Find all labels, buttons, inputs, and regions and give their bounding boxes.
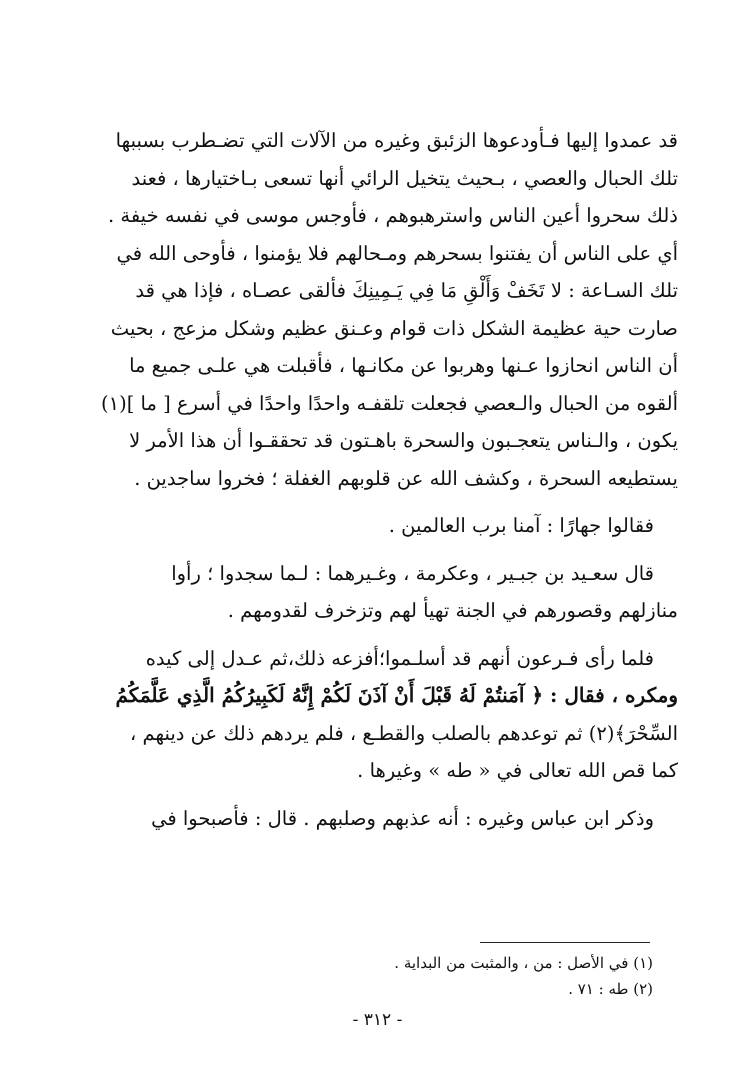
page-number: - ٣١٢ -: [352, 1010, 403, 1030]
text-line: قال سعـيد بن جبـير ، وعكرمة ، وغـيرهما : لـما سجدوا ؛ رأوا: [171, 561, 654, 585]
text-line: يكون ، والـناس يتعجـبون والسحرة باهـتون قد تحققـوا أن هذا الأمر لا: [129, 429, 678, 452]
paragraph-5: [78, 800, 678, 838]
text-line: يستطيعه السحرة ، وكشف الله عن قلوبهم الغفلة ؛ فخروا ساجدين .: [134, 466, 678, 490]
footnote-divider: [480, 942, 650, 943]
text-line: أي على الناس أن يفتنوا بسحرهم ومـحالهم فلا يؤمنوا ، فأوحى الله في: [116, 241, 678, 265]
quran-verse-line: ومكره ، فقال : ﴿ آمَنتُمْ لَهُ قَبْلَ أَنْ آذَنَ لَكُمْ إِنَّهُ لَكَبِيرُكُمُ الَّذِي عَلَّمَكُمُ: [115, 683, 678, 707]
footnote-2: (٢) طه : ٧١ .: [568, 980, 653, 998]
footnote-1: (١) في الأصل : من ، والمثبت من البداية .: [394, 954, 653, 972]
text-line: وذكر ابن عباس وغيره : أنه عذبهم وصلبهم . قال : فأصبحوا في: [151, 806, 654, 830]
text-line: أن الناس انحازوا عـنها وهربوا عن مكانـها ، فأقبلت هي علـى جميع ما: [129, 354, 678, 377]
paragraph-4: [78, 640, 678, 790]
text-line: السِّحْرَ﴾(٢) ثم توعدهم بالصلب والقطـع ، فلم يردهم ذلك عن دينهم ،: [130, 721, 678, 745]
paragraph-3: [78, 555, 678, 630]
text-line: فلما رأى فـرعون أنهم قد أسلـموا؛أفزعه ذلك،ثم عـدل إلى كيده: [145, 646, 654, 670]
text-line: كما قص الله تعالى في « طه » وغيرها .: [357, 759, 678, 782]
paragraph-1: [78, 122, 678, 497]
text-line: ذلك سحروا أعين الناس واسترهبوهم ، فأوجس موسى في نفسه خيفة .: [107, 204, 678, 227]
text-line: صارت حية عظيمة الشكل ذات قوام وعـنق عظيم وشكل مزعج ، بحيث: [110, 316, 678, 340]
text-line: تلك السـاعة : لا تَخَفْ وَأَلْقِ مَا فِي يَـمِينِكَ فألقى عصـاه ، فإذا هي قد: [135, 279, 678, 302]
text-line: منازلهم وقصورهم في الجنة تهيأ لهم وتزخرف لقدومهم .: [227, 599, 678, 622]
footnotes: [253, 950, 653, 1002]
paragraph-2: [78, 507, 678, 545]
text-line: تلك الحبال والعصي ، بـحيث يتخيل الرائي أنها تسعى بـاختيارها ، فعند: [131, 166, 678, 190]
body-text: [78, 122, 678, 837]
text-line: ألقوه من الحبال والـعصي فجعلت تلقفـه واحدًا واحدًا في أسرع [ ما ](١): [101, 391, 678, 415]
text-line: فقالوا جهارًا : آمنا برب العالمين .: [388, 514, 654, 537]
text-line: قد عمدوا إليها فـأودعوها الزئبق وغيره من الآلات التي تضـطرب بسببها: [115, 129, 678, 152]
